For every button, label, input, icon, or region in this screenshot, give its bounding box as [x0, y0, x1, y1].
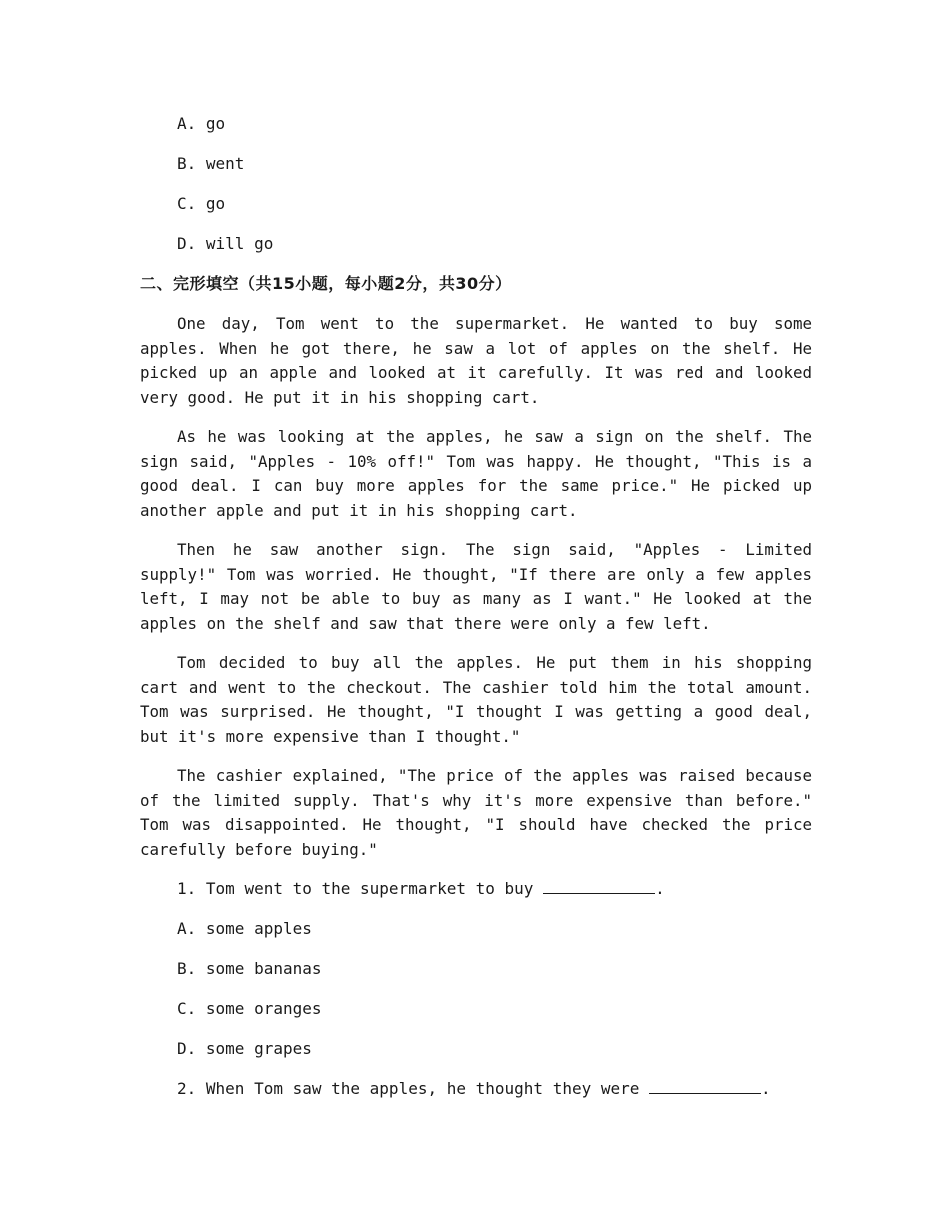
option-text: went: [205, 154, 245, 173]
option-c: [140, 997, 812, 1037]
option-a: [140, 112, 812, 152]
option-text: some bananas: [205, 959, 322, 978]
paragraph-text: One day, Tom went to the supermarket. He wanted to buy some apples. When he got there, he saw a lot of apples on the shelf. He picked up an apple and looked at it carefully. It was red and looked very good. He put it in his shopping cart.: [140, 314, 812, 407]
answer-blank: [649, 1079, 761, 1094]
option-letter: D.: [177, 1039, 197, 1058]
answer-blank: [543, 879, 655, 894]
option-letter: A.: [177, 919, 197, 938]
option-d: [140, 1037, 812, 1077]
question-2: [140, 1077, 812, 1117]
paragraph-text: Then he saw another sign. The sign said, "Apples - Limited supply!" Tom was worried. He thought, "If there are only a few apples left, I may not be able to buy as many as I want." He looked at the apples on the shelf and saw that there were only a few left.: [140, 540, 812, 633]
question-end: .: [655, 879, 665, 898]
option-letter: B.: [177, 959, 197, 978]
option-text: will go: [205, 234, 274, 253]
option-letter: D.: [177, 234, 197, 253]
option-letter: B.: [177, 154, 197, 173]
option-a: [140, 917, 812, 957]
option-text: some apples: [205, 919, 312, 938]
option-b: [140, 957, 812, 997]
question-text: When Tom saw the apples, he thought they were: [205, 1079, 640, 1098]
option-letter: A.: [177, 114, 197, 133]
cloze-passage: [140, 312, 812, 862]
option-c: [140, 192, 812, 232]
option-b: [140, 152, 812, 192]
paragraph-text: The cashier explained, "The price of the apples was raised because of the limited supply. That's why it's more expensive than before." Tom was disappointed. He thought, "I should have checked the price carefully before buying.": [140, 766, 812, 859]
question-stem: [140, 877, 812, 917]
paragraph-text: Tom decided to buy all the apples. He put them in his shopping cart and went to the checkout. The cashier told him the total amount. Tom was surprised. He thought, "I thought I was getting a good deal, but it's more expensive than I thought.": [140, 653, 812, 746]
question-number: 2.: [177, 1079, 197, 1098]
exam-page: [140, 112, 812, 1117]
passage-paragraph-1: [140, 312, 812, 410]
option-text: some grapes: [205, 1039, 312, 1058]
question-1: [140, 877, 812, 1077]
option-letter: C.: [177, 194, 197, 213]
question-stem: [140, 1077, 812, 1117]
question-text: Tom went to the supermarket to buy: [205, 879, 534, 898]
option-text: go: [205, 194, 226, 213]
passage-paragraph-2: [140, 425, 812, 523]
question-end: .: [761, 1079, 771, 1098]
option-text: some oranges: [205, 999, 322, 1018]
option-text: go: [205, 114, 226, 133]
passage-paragraph-4: [140, 651, 812, 749]
passage-paragraph-3: [140, 538, 812, 636]
option-letter: C.: [177, 999, 197, 1018]
paragraph-text: As he was looking at the apples, he saw a sign on the shelf. The sign said, "Apples - 10% off!" Tom was happy. He thought, "This is a good deal. I can buy more apples for the same price." He picked up another apple and put it in his shopping cart.: [140, 427, 812, 520]
option-d: [140, 232, 812, 272]
passage-paragraph-5: [140, 764, 812, 862]
section-title: 二、完形填空（共15小题，每小题2分，共30分）: [140, 274, 512, 293]
question-number: 1.: [177, 879, 197, 898]
previous-question-options: [140, 112, 812, 272]
